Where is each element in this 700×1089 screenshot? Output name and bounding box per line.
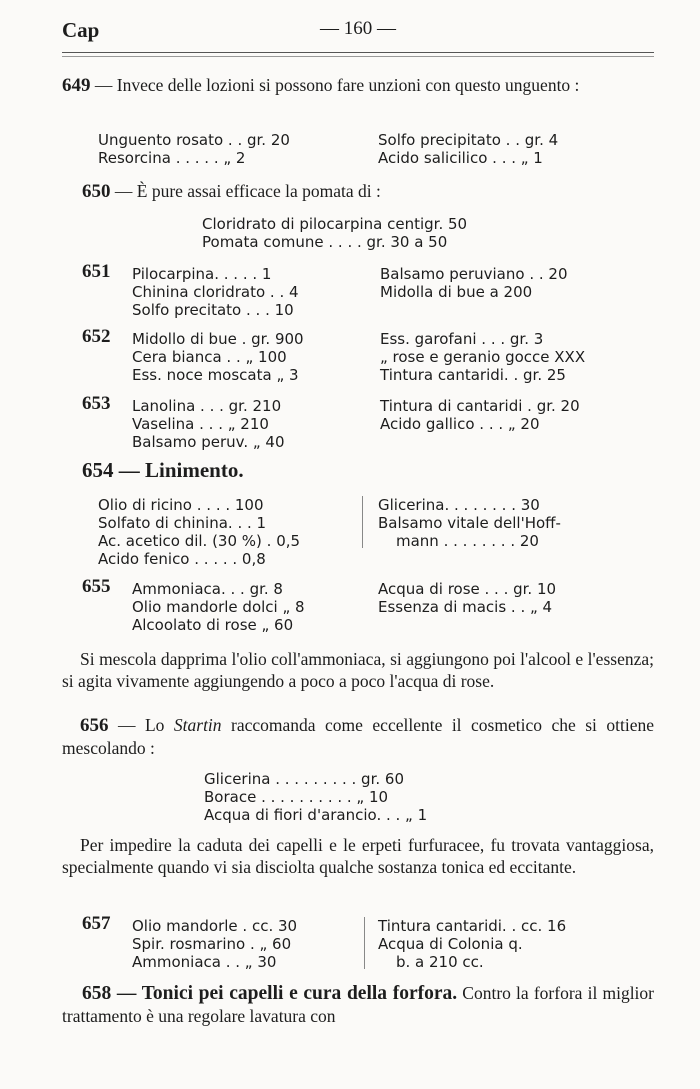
recipe-row: Solfato di chinina. . . 1 xyxy=(98,514,267,532)
recipe-row: Acido salicilico . . . „ 1 xyxy=(378,149,543,167)
paragraph-649 xyxy=(62,74,654,97)
recipe-row: Vaselina . . . „ 210 xyxy=(132,415,269,433)
recipe-row: Olio mandorle . cc. 30 xyxy=(132,917,298,935)
recipe-row: Solfo precipitato . . gr. 4 xyxy=(378,131,559,149)
recipe-649-right xyxy=(378,131,558,167)
recipe-row: Cloridrato di pilocarpina centigr. 50 xyxy=(202,215,468,233)
recipe-row: Olio mandorle dolci „ 8 xyxy=(132,598,305,616)
recipe-row: Unguento rosato . . gr. 20 xyxy=(98,131,290,149)
section-number-657: 657 xyxy=(82,913,111,934)
section-number: 649 xyxy=(62,75,91,96)
recipe-row: Tintura cantaridi. . cc. 16 xyxy=(378,917,567,935)
recipe-row: Glicerina. . . . . . . . 30 xyxy=(378,496,540,514)
recipe-653-right xyxy=(380,397,580,433)
column-divider xyxy=(362,496,363,548)
recipe-row: Tintura cantaridi. . gr. 25 xyxy=(380,366,566,384)
recipe-row: „ rose e geranio gocce XXX xyxy=(380,348,586,366)
paragraph-text: Contro la forfora il miglior trattamento è una regolare lavatura con xyxy=(62,983,654,1026)
section-number-653: 653 xyxy=(82,393,111,414)
recipe-row: mann . . . . . . . . 20 xyxy=(396,532,539,550)
recipe-row: Resorcina . . . . . „ 2 xyxy=(98,149,246,167)
column-divider xyxy=(364,917,365,969)
recipe-655-left xyxy=(132,580,305,634)
section-number-651: 651 xyxy=(82,261,111,282)
recipe-row: Olio di ricino . . . . 100 xyxy=(98,496,264,514)
recipe-row: Acqua di fiori d'arancio. . . „ 1 xyxy=(204,806,428,824)
recipe-row: Acqua di rose . . . gr. 10 xyxy=(378,580,557,598)
recipe-row: Ammoniaca. . . gr. 8 xyxy=(132,580,283,598)
recipe-657-right xyxy=(378,917,566,971)
paragraph-650 xyxy=(82,180,654,203)
recipe-row: Midollo di bue . gr. 900 xyxy=(132,330,304,348)
recipe-row: Chinina cloridrato . . 4 xyxy=(132,283,299,301)
section-number-652: 652 xyxy=(82,326,111,347)
recipe-row: Ammoniaca . . „ 30 xyxy=(132,953,277,971)
paragraph-655-note: Si mescola dapprima l'olio coll'ammoniaca, si aggiungono poi l'alcool e l'essenza; si agita vivamente aggiungendo a poco a poco l'acqua di rose. xyxy=(62,649,654,691)
paragraph-656 xyxy=(62,714,654,759)
recipe-row: Lanolina . . . gr. 210 xyxy=(132,397,282,415)
recipe-row: Balsamo peruv. „ 40 xyxy=(132,433,285,451)
section-number: 656 xyxy=(80,715,109,736)
recipe-row: Balsamo vitale dell'Hoff- xyxy=(378,514,561,532)
recipe-row: Cera bianca . . „ 100 xyxy=(132,348,287,366)
recipe-657-left xyxy=(132,917,297,971)
recipe-654-right xyxy=(378,496,561,550)
recipe-row: Acido fenico . . . . . 0,8 xyxy=(98,550,266,568)
paragraph-text: — Invece delle lozioni si possono fare unzioni con questo unguento : xyxy=(90,75,580,95)
header-chapter: Cap xyxy=(62,18,100,42)
recipe-651-right xyxy=(380,265,568,301)
recipe-row: Essenza di macis . . „ 4 xyxy=(378,598,553,616)
recipe-row: Pomata comune . . . . gr. 30 a 50 xyxy=(202,233,448,251)
paragraph-text: raccomanda come eccellente il cosmetico che si ottiene mescolando : xyxy=(62,715,654,758)
header-rule-second xyxy=(62,56,654,57)
recipe-row: Spir. rosmarino . „ 60 xyxy=(132,935,292,953)
recipe-row: Balsamo peruviano . . 20 xyxy=(380,265,568,283)
recipe-row: Ess. garofani . . . gr. 3 xyxy=(380,330,544,348)
header-rule xyxy=(62,52,654,53)
author-name: Startin xyxy=(173,715,222,735)
recipe-650 xyxy=(202,215,467,251)
section-heading: 658 — Tonici pei capelli e cura della forfora. xyxy=(82,983,458,1004)
page-header xyxy=(62,18,654,44)
recipe-row: b. a 210 cc. xyxy=(396,953,484,971)
page-number: — 160 — xyxy=(320,18,396,39)
paragraph-658 xyxy=(62,982,654,1027)
recipe-649-left xyxy=(98,131,290,167)
recipe-row: Borace . . . . . . . . . . „ 10 xyxy=(204,788,389,806)
recipe-row: Alcoolato di rose „ 60 xyxy=(132,616,294,634)
recipe-row: Acqua di Colonia q. xyxy=(378,935,523,953)
recipe-row: Midolla di bue a 200 xyxy=(380,283,533,301)
recipe-654-left xyxy=(98,496,300,568)
recipe-651-left xyxy=(132,265,299,319)
recipe-row: Tintura di cantaridi . gr. 20 xyxy=(380,397,580,415)
recipe-652-right xyxy=(380,330,585,384)
section-number: 650 xyxy=(82,181,111,202)
paragraph-text: — Lo xyxy=(108,715,174,735)
recipe-653-left xyxy=(132,397,285,451)
paragraph-text: — È pure assai efficace la pomata di : xyxy=(110,181,381,201)
recipe-652-left xyxy=(132,330,304,384)
recipe-656 xyxy=(204,770,427,824)
heading-linimento: 654 — Linimento. xyxy=(82,458,244,482)
recipe-row: Acido gallico . . . „ 20 xyxy=(380,415,540,433)
paragraph-656-note: Per impedire la caduta dei capelli e le erpeti furfuracee, fu trovata vantaggiosa, specialmente quando vi sia disciolta qualche sostanza tonica ed eccitante. xyxy=(62,835,654,877)
recipe-row: Pilocarpina. . . . . 1 xyxy=(132,265,272,283)
recipe-655-right xyxy=(378,580,556,616)
recipe-row: Ac. acetico dil. (30 %) . 0,5 xyxy=(98,532,301,550)
recipe-row: Glicerina . . . . . . . . . gr. 60 xyxy=(204,770,404,788)
section-number-655: 655 xyxy=(82,576,111,597)
recipe-row: Ess. noce moscata „ 3 xyxy=(132,366,299,384)
recipe-row: Solfo precitato . . . 10 xyxy=(132,301,294,319)
